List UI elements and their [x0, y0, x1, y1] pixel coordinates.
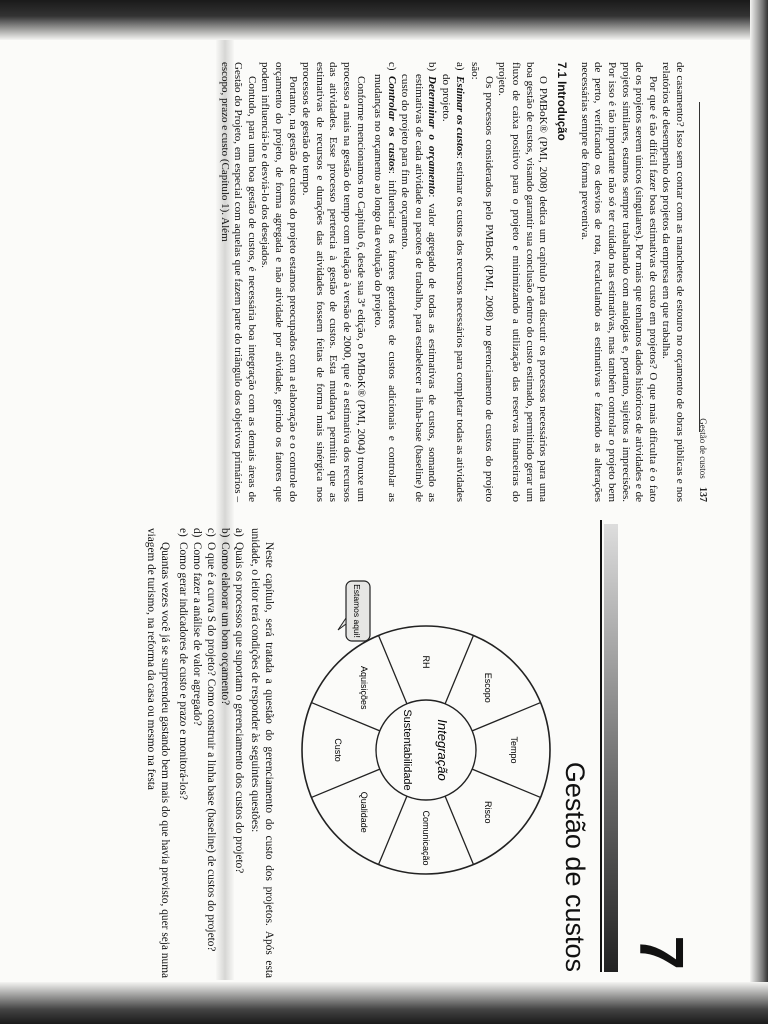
callout-bubble: [337, 580, 371, 642]
running-head-rule: [699, 102, 700, 432]
page-number: 137: [697, 487, 708, 502]
list-item: c)O que é a curva S do projeto? Como construir a linha base (baseline) de custos do projeto?: [205, 528, 217, 952]
wheel-segment-labels: [333, 656, 519, 866]
chapter-title: Gestão de custos: [560, 761, 590, 972]
process-list: [371, 62, 466, 502]
wheel-spoke: [472, 769, 540, 797]
intro-column: [144, 528, 276, 978]
wheel-segment-label: Aquisições: [358, 666, 369, 710]
wheel-segment-label: Tempo: [509, 736, 519, 764]
wheel-inner-ring: [376, 700, 476, 800]
intro-paragraph: Neste capítulo, será tratada a questão do gerenciamento do custo dos projetos. Após esta unidade, o leitor terá condições de responder às seguintes questões:: [249, 528, 275, 978]
section-heading: 7.1 Introdução: [555, 62, 568, 141]
wheel-segment-label: Comunicação: [421, 810, 431, 866]
paragraph: Contudo, para uma boa gestão de custos, é necessária boa integração com as demais áreas de Gestão do Projeto, em especial com aquelas que fazem parte do triângulo dos objetivos primários – escopo, prazo e custo (Capítulo 1). Além: [218, 62, 258, 502]
paragraph: Os processos considerados pelo PMBoK (PMI, 2008) no gerenciamento de custos do projeto são:: [469, 62, 495, 502]
question-list: [176, 528, 246, 978]
list-item: a)Quais os processos que suportam o gerenciamento dos custos do projeto?: [233, 528, 245, 874]
paragraph: Conforme mencionamos no Capítulo 6, desde sua 3ª edição, o PMBoK® (PMI, 2004) trouxe um processo a mais na gestão do tempo com relação à versão de 2000, que é a estimativa dos recursos das atividades. Esse processo pertencia à gestão de custos. Esta mudança permitiu que as estimativas de recursos e durações das atividades fossem feitas de forma mais sinérgica nos processos de gestão do tempo.: [300, 62, 367, 502]
chapter-number: 7: [626, 935, 695, 970]
wheel-segment-label: Escopo: [483, 672, 494, 703]
wheel-spoke: [472, 703, 540, 731]
closing-paragraph: Quantas vezes você já se surpreendeu gastando bem mais do que havia previsto, quer seja numa viagem de turismo, na reforma da casa ou mesmo na festa: [145, 528, 171, 978]
wheel-spoke: [379, 635, 407, 703]
list-item: b)Como elaborar um bom orçamento?: [219, 528, 231, 706]
list-item: a)Estimar os custos: estimar os custos dos recursos necessários para completar todas as atividades do projeto.: [440, 62, 466, 503]
wheel-center-bottom-label: Sustentabilidade: [401, 709, 413, 791]
wheel-segment-label: RH: [421, 655, 431, 669]
wheel-center-top-label: Integração: [435, 719, 450, 781]
running-head: [697, 418, 708, 502]
wheel-spoke: [445, 635, 473, 703]
paragraph: de casamento? Isso sem contar com as manchetes de estouro no orçamento de obras públicas e nos relatórios de desempenho dos projetos da empresa em que trabalha.: [660, 62, 686, 502]
wheel-segment-label: Qualidade: [358, 791, 369, 833]
paragraph: Por que é tão difícil fazer boas estimativas de custo em projetos? O que mais dificulta é o fato de os projetos serem únicos (singulares). Por mais que tenhamos dados históricos de atividades e de projetos similares, estamos sempre trabalhando com analogias e, portanto, sujeitos a imprecisões. Por isso é tão importante não só ter cuidado nas estimativas, mas também controlar o projeto bem de perto, verificando os desvios de rota, recalculando as estimativas e fazendo as alterações necessárias sempre de forma preventiva.: [578, 62, 659, 502]
callout-text: Estamos aqui!: [352, 584, 362, 638]
running-head-title: Gestão de custos: [698, 418, 708, 479]
list-item: d)Como fazer a análise de valor agregado?: [191, 528, 203, 726]
page-137: [68, 62, 708, 502]
chapter-opening-page: [46, 520, 706, 982]
wheel-spoke: [379, 796, 407, 864]
paragraph: O PMBoK® (PMI, 2008) dedica um capítulo para discutir os processos necessários para uma boa gestão de custos, visando garantir sua conclusão dentro do custo estimado, permitindo gerar um fluxo de caixa positivo para o projeto e minimizando a utilização das reservas financeiras do projeto.: [496, 62, 550, 502]
wheel-segment-label: Risco: [483, 800, 494, 824]
title-rule: [600, 520, 602, 972]
wheel-spoke: [311, 769, 379, 797]
text-column: [217, 62, 686, 502]
list-item: b)Determinar o orçamento: valor agregado de todas as estimativas de custos, somando as estimativas de cada atividade ou pacotes de trabalho, para estabelecer a linha-base (baseline) de custo do projeto para fim de orçamento.: [399, 62, 439, 502]
list-item: e)Como gerar indicadores de custo e prazo e monitorá-los?: [177, 528, 189, 800]
paragraph: Portanto, na gestão de custos do projeto estamos preocupados com a elaboração e o controle do orçamento do projeto, de forma agregada e não atividade por atividade, gerindo os fatores que podem influenciá-lo e desviá-lo dos desejados.: [259, 62, 299, 502]
title-bar: [604, 524, 618, 972]
wheel-spoke: [311, 703, 379, 731]
wheel-segment-label: Custo: [333, 738, 343, 762]
knowledge-areas-wheel: [296, 620, 556, 880]
list-item: c)Controlar os custos: influenciar os fatores geradores de custos adicionais e controlar as mudanças no orçamento ao longo da evolução do projeto.: [372, 62, 398, 502]
wheel-spoke: [445, 796, 473, 864]
